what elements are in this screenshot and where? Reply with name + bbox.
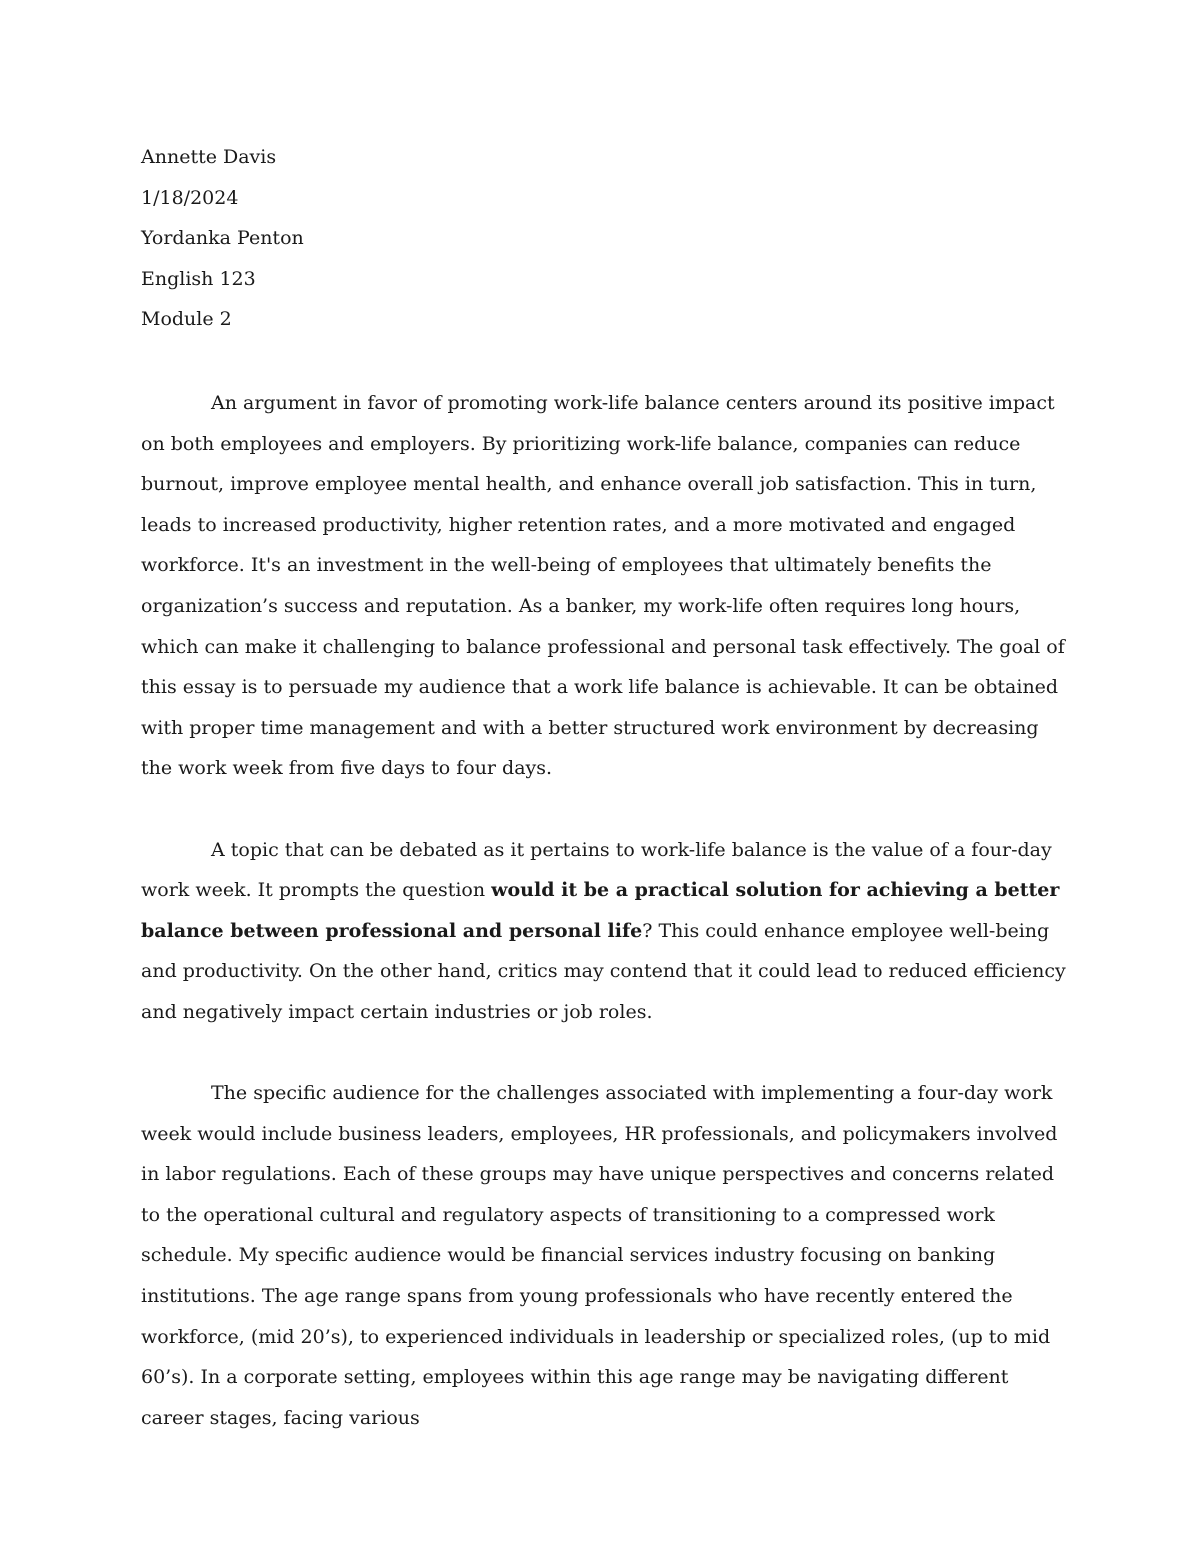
course-name: English 123 [141,267,256,290]
research-question: would it be a practical solution for achieving a better balance between professional and personal life [141,879,1060,942]
paragraph-2-text-end: ? This could enhance employee well-being and productivity. On the other hand, critics may contend that it could lead to reduced efficiency and negatively impact certain industries or job roles. [141,919,1066,1023]
paragraph-2 [141,830,1066,1033]
essay-date: 1/18/2024 [141,186,239,209]
essay-body [141,383,1066,1438]
instructor-name: Yordanka Penton [141,227,304,249]
paragraph-1: An argument in favor of promoting work-life balance centers around its positive impact on both employees and employers. By prioritizing work-life balance, companies can reduce burnout, improve employee mental health, and enhance overall job satisfaction. This in turn, leads to increased productivity, higher retention rates, and a more motivated and engaged workforce. It's an investment in the well-being of employees that ultimately benefits the organization’s success and reputation. As a banker, my work-life often requires long hours, which can make it challenging to balance professional and personal task effectively. The goal of this essay is to persuade my audience that a work life balance is achievable. It can be obtained with proper time management and with a better structured work environment by decreasing the work week from five days to four days. [141,392,1065,780]
author-name: Annette Davis [141,146,277,168]
module-label: Module 2 [141,308,232,330]
essay-header [141,142,1061,345]
paragraph-2-text-start: A topic that can be debated as it pertains to work-life balance is the value of a four-day work week. It prompts the question [141,838,1052,902]
paragraph-3: The specific audience for the challenges associated with implementing a four-day work week would include business leaders, employees, HR professionals, and policymakers involved in labor regulations. Each of these groups may have unique perspectives and concerns related to the operational cultural and regulatory aspects of transitioning to a compressed work schedule. My specific audience would be financial services industry focusing on banking institutions. The age range spans from young professionals who have recently entered the workforce, (mid 20’s), to experienced individuals in leadership or specialized roles, (up to mid 60’s). In a corporate setting, employees within this age range may be navigating different career stages, facing various [141,1082,1058,1429]
